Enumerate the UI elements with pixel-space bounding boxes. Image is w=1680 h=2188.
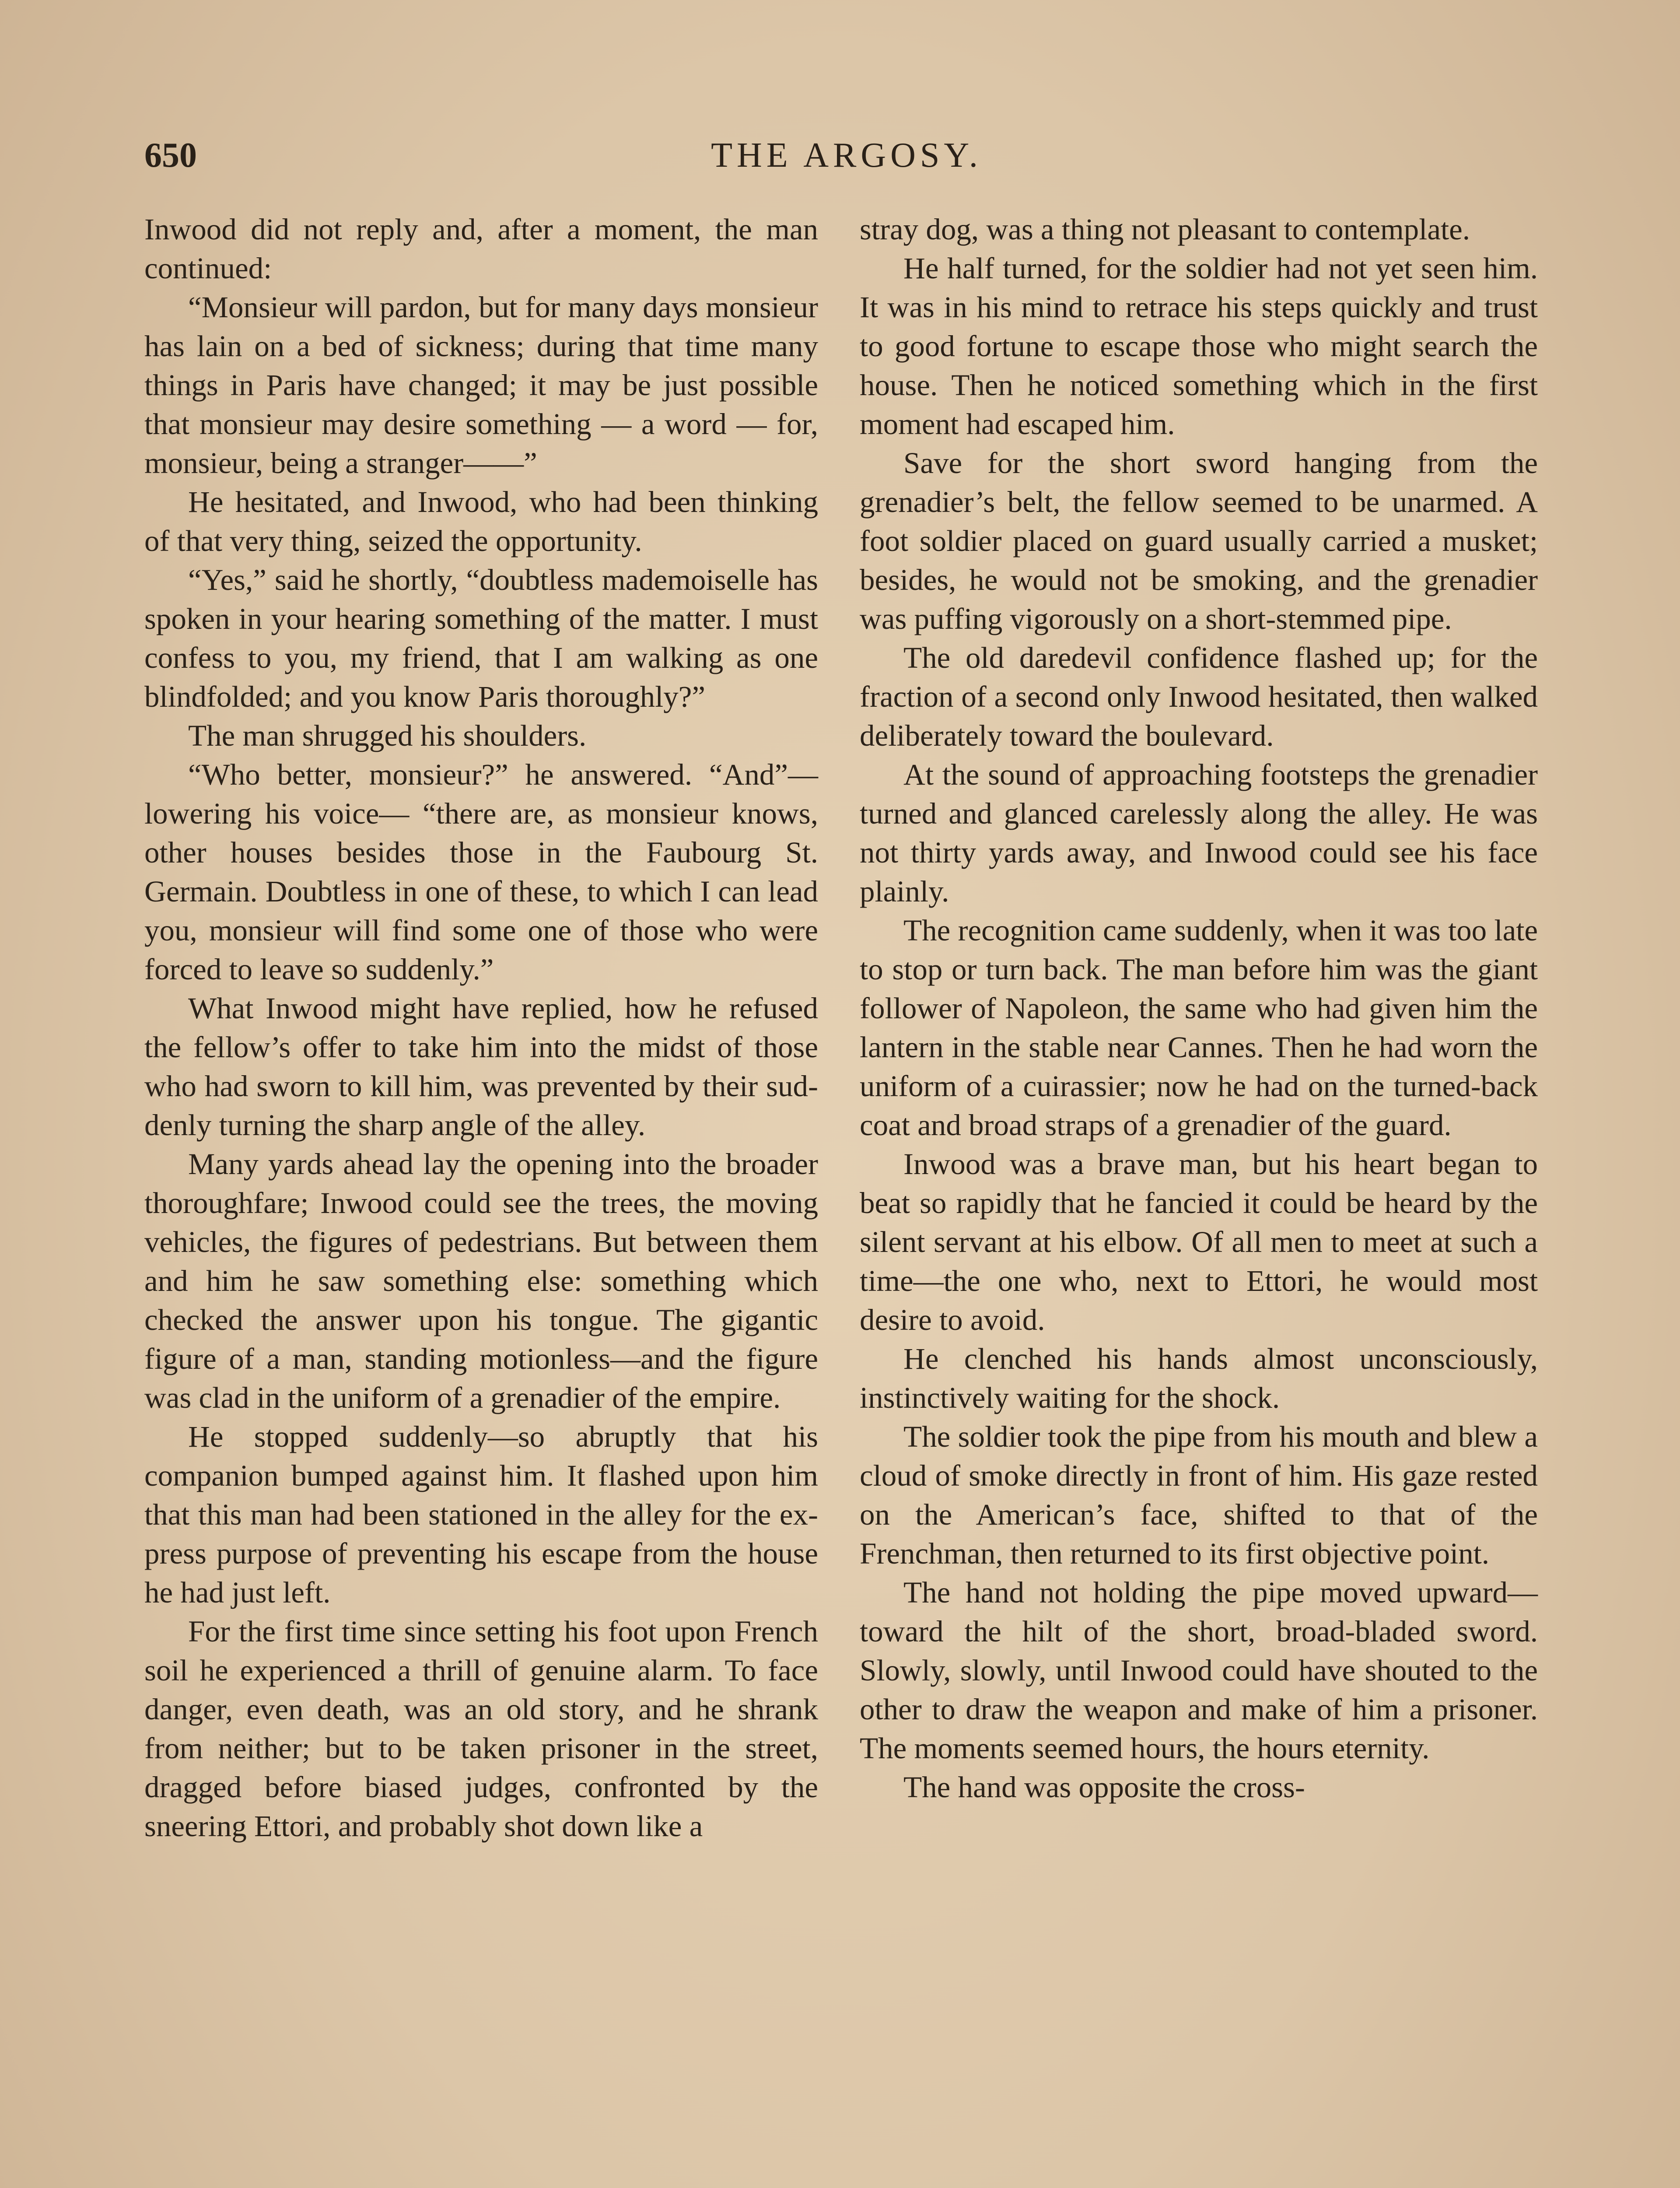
paragraph: stray dog, was a thing not pleasant to contemplate. — [860, 213, 1470, 246]
paragraph: Inwood was a brave man, but his heart began to beat so rapidly that he fancied it could be heard by the silent servant at his elbow. Of all men to meet at such a time—the one who, next to Ettori, he would most desire to avoid. — [860, 1147, 1538, 1336]
paragraph: “Monsieur will pardon, but for many days monsieur has lain on a bed of sickness; during that time many things in Paris have changed; it may be just possible that monsieur may desire something — a word — for, monsieur, being a stranger——” — [144, 291, 818, 480]
paragraph: He stopped suddenly—so abruptly that his companion bumped against him. It flashed upon him that this man had been stationed in the alley for the express purpose of preventing his escape from the house he had just left. — [144, 1420, 818, 1609]
paragraph: He half turned, for the soldier had not yet seen him. It was in his mind to retrace his steps quickly and trust to good fortune to escape those who might search the house. Then he noticed something which in the first moment had escaped him. — [860, 252, 1538, 441]
paragraph: For the first time since setting his foot upon French soil he experienced a thrill of genuine alarm. To face danger, even death, was an old story, and he shrank from neither; but to be taken prisoner in the street, dragged before biased judges, confronted by the sneering Ettori, and probably shot down like a — [144, 1615, 818, 1843]
left-column — [144, 210, 818, 1846]
paragraph: He hesitated, and Inwood, who had been thinking of that very thing, seized the opportunity. — [144, 485, 818, 558]
paragraph: What Inwood might have replied, how he refused the fellow’s offer to take him into the midst of those who had sworn to kill him, was prevented by their suddenly turning the sharp angle of the alley. — [144, 992, 818, 1142]
page-number: 650 — [144, 136, 197, 175]
right-column — [860, 210, 1538, 1807]
paragraph: The man shrugged his shoulders. — [188, 719, 587, 752]
page-header — [144, 131, 1549, 188]
paragraph: The recognition came suddenly, when it was too late to stop or turn back. The man before him was the giant follower of Napoleon, the same who had given him the lantern in the stable near Cannes. Then he had worn the uniform of a cuirassier; now he had on the turned-back coat and broad straps of a grenadier of the guard. — [860, 914, 1538, 1142]
paragraph: “Yes,” said he shortly, “doubtless mademoiselle has spoken in your hearing something of the matter. I must confess to you, my friend, that I am walking as one blindfolded; and you know Paris thoroughly?” — [144, 563, 818, 713]
paragraph: The hand not holding the pipe moved upward—toward the hilt of the short, broad-bladed sword. Slowly, slowly, until Inwood could have shouted to the other to draw the weapon and make of him a prisoner. The moments seemed hours, the hours eternity. — [860, 1576, 1538, 1765]
paragraph: The soldier took the pipe from his mouth and blew a cloud of smoke directly in front of him. His gaze rested on the American’s face, shifted to that of the Frenchman, then returned to its first objective point. — [860, 1420, 1538, 1570]
paragraph: At the sound of approaching footsteps the grenadier turned and glanced carelessly along the alley. He was not thirty yards away, and Inwood could see his face plainly. — [860, 758, 1538, 908]
paragraph: Inwood did not reply and, after a moment, the man continued: — [144, 213, 818, 285]
paragraph: The hand was opposite the cross- — [903, 1771, 1305, 1804]
paragraph: Save for the short sword hanging from the grenadier’s belt, the fellow seemed to be unarmed. A foot soldier placed on guard usually carried a musket; besides, he would not be smoking, and the grenadier was puffing vigorously on a short-stemmed pipe. — [860, 446, 1538, 635]
paragraph: Many yards ahead lay the opening into the broader thoroughfare; Inwood could see the trees, the moving vehicles, the figures of pedestrians. But between them and him he saw something else: something which checked the answer upon his tongue. The gigantic figure of a man, standing motionless—and the figure was clad in the uniform of a grenadier of the empire. — [144, 1147, 818, 1414]
paragraph: The old daredevil confidence flashed up; for the fraction of a second only Inwood hesitated, then walked deliberately toward the boulevard. — [860, 641, 1538, 752]
paragraph: He clenched his hands almost unconsciously, instinctively waiting for the shock. — [860, 1342, 1538, 1414]
paragraph: “Who better, monsieur?” he answered. “And”—lowering his voice— “there are, as monsieur knows, other houses besides those in the Faubourg St. Germain. Doubtless in one of these, to which I can lead you, monsieur will find some one of those who were forced to leave so suddenly.” — [144, 758, 818, 986]
running-title: THE ARGOSY. — [711, 136, 982, 175]
